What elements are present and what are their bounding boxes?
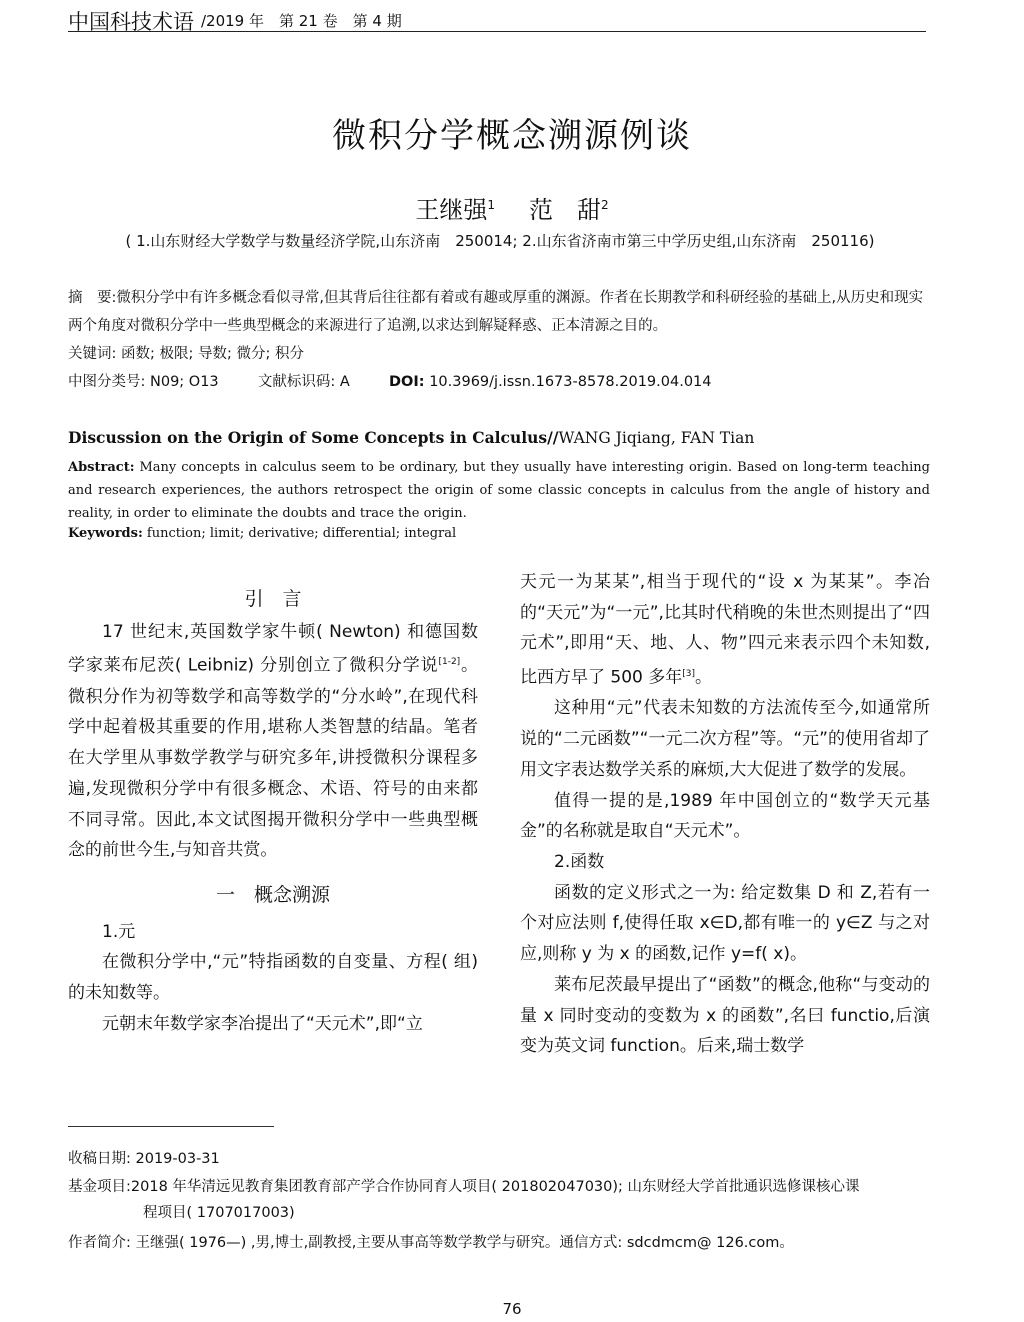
english-title: [68, 428, 754, 447]
author-2: 范 甜: [529, 196, 601, 224]
clc-value: N09; O13: [150, 374, 219, 390]
keywords-cn: [68, 340, 930, 368]
paragraph-leibniz: 莱布尼茨最早提出了“函数”的概念,他称“与变动的量 x 同时变动的变数为 x 的函数”,名曰 functio,后演变为英文词 function。后来,瑞士数学: [520, 974, 930, 1057]
citation-ref: [1-2]: [438, 657, 461, 668]
doi-label: DOI:: [389, 374, 425, 390]
english-keywords-text: function; limit; derivative; differential; integral: [146, 526, 457, 541]
keywords-cn-text: 函数; 极限; 导数; 微分; 积分: [121, 346, 304, 362]
journal-name: 中国科技术语: [68, 10, 194, 34]
affiliation: ( 1.山东财经大学数学与数量经济学院,山东济南 250014; 2.山东省济南市第三中学历史组,山东济南 250116): [125, 232, 875, 250]
english-abstract: [68, 456, 930, 525]
paragraph-yuan-1: 在微积分学中,“元”特指函数的自变量、方程( 组) 的未知数等。: [68, 952, 478, 1004]
fund-label: 基金项目:: [68, 1179, 131, 1195]
english-authors: WANG Jiqiang, FAN Tian: [558, 429, 755, 447]
intro-heading: 引 言: [244, 588, 302, 610]
intro-paragraph: 17 世纪末,英国数学家牛顿( Newton) 和德国数学家莱布尼茨( Leibniz) 分别创立了微积分学说[1-2]。微积分作为初等数学和高等数学的“分水岭”,在现代科学中起着极其重要的作用,堪称人类智慧的结晶。笔者在大学里从事数学教学与研究多年,讲授微积分课程多遍,发现微积分学中有很多概念、术语、符号的由来都不同寻常。因此,本文试图揭开微积分学中一些典型概念的前世今生,与知音共赏。: [68, 621, 479, 861]
section-1-heading: 一 概念溯源: [215, 883, 330, 906]
author-1-mark: 1: [487, 198, 495, 212]
doi-value: 10.3969/j.issn.1673-8578.2019.04.014: [429, 374, 712, 390]
abstract-cn-label: 摘 要:: [68, 290, 117, 306]
abstract-cn: [68, 284, 930, 340]
doc-code-value: A: [339, 374, 350, 390]
english-abstract-text: Many concepts in calculus seem to be ordinary, but they usually have interesting origin. Based on long-term teaching and research experiences, the authors retrospect the origin of some classic concepts in calculus from the angle of history and reality, in order to eliminate the doubts and trace the origin.: [68, 460, 930, 521]
author-line: [0, 190, 1024, 225]
page-number: 76: [502, 1300, 522, 1318]
paragraph-yuan-usage: 这种用“元”代表未知数的方法流传至今,如通常所说的“二元函数”“一元二次方程”等。“元”的使用省却了用文字表达数学关系的麻烦,大大促进了数学的发展。: [520, 698, 930, 780]
paragraph-yuan-2: 元朝末年数学家李冶提出了“天元术”,即“立: [102, 1013, 423, 1034]
paragraph-function-def: 函数的定义形式之一为: 给定数集 D 和 Z,若有一个对应法则 f,使得任取 x∈D,都有唯一的 y∈Z 与之对应,则称 y 为 x 的函数,记作 y=f( x)。: [520, 882, 930, 965]
issue-info: /2019 年 第 21 卷 第 4 期: [201, 12, 402, 30]
header-rule: [68, 31, 926, 32]
english-keywords: [68, 526, 456, 541]
paper-title: 微积分学概念溯源例谈: [332, 116, 692, 156]
paragraph-tianyuan: 天元一为某某”,相当于现代的“设 x 为某某”。李冶的“天元”为“一元”,比其时代稍晚的朱世杰则提出了“四元术”,即用“天、地、人、物”四元来表示四个未知数,比西方早了 500 多年[3]。: [520, 572, 930, 688]
clc-label: 中图分类号:: [68, 374, 146, 390]
footnote-fund: [68, 1174, 930, 1226]
author-1: 王继强: [415, 196, 488, 224]
author-2-mark: 2: [601, 198, 609, 212]
english-title-text: Discussion on the Origin of Some Concepts in Calculus//: [68, 428, 559, 447]
footnote-received: 收稿日期: 2019-03-31: [68, 1151, 220, 1167]
fund-text: 2018 年华清远见教育集团教育部产学合作协同育人项目( 201802047030); 山东财经大学首批通识选修课核心课: [130, 1179, 860, 1195]
english-keywords-label: Keywords:: [68, 526, 143, 541]
keywords-cn-label: 关键词:: [68, 346, 117, 362]
fund-text-continued: 程项目( 1707017003): [143, 1205, 295, 1221]
left-column: [68, 584, 478, 1040]
classification-line: [68, 368, 930, 396]
subsection-1-heading: 1.元: [102, 921, 136, 942]
paragraph-tianyuan-fund: 值得一提的是,1989 年中国创立的“数学天元基金”的名称就是取自“天元术”。: [520, 790, 930, 842]
right-column: [520, 567, 930, 1062]
citation-ref: [3]: [682, 669, 696, 680]
english-abstract-label: Abstract:: [68, 460, 135, 475]
footnote-rule: [68, 1126, 274, 1127]
doc-code-label: 文献标识码:: [257, 374, 336, 390]
footnote-author-bio: 作者简介: 王继强( 1976—) ,男,博士,副教授,主要从事高等数学教学与研究。通信方式: sdcdmcm@ 126.com。: [68, 1235, 794, 1251]
subsection-2-heading: 2.函数: [554, 851, 605, 872]
abstract-cn-text: 微积分学中有许多概念看似寻常,但其背后往往都有着或有趣或厚重的渊源。作者在长期教学和科研经验的基础上,从历史和现实两个角度对微积分学中一些典型概念的来源进行了追溯,以求达到解疑释惑、正本清源之目的。: [68, 290, 924, 334]
